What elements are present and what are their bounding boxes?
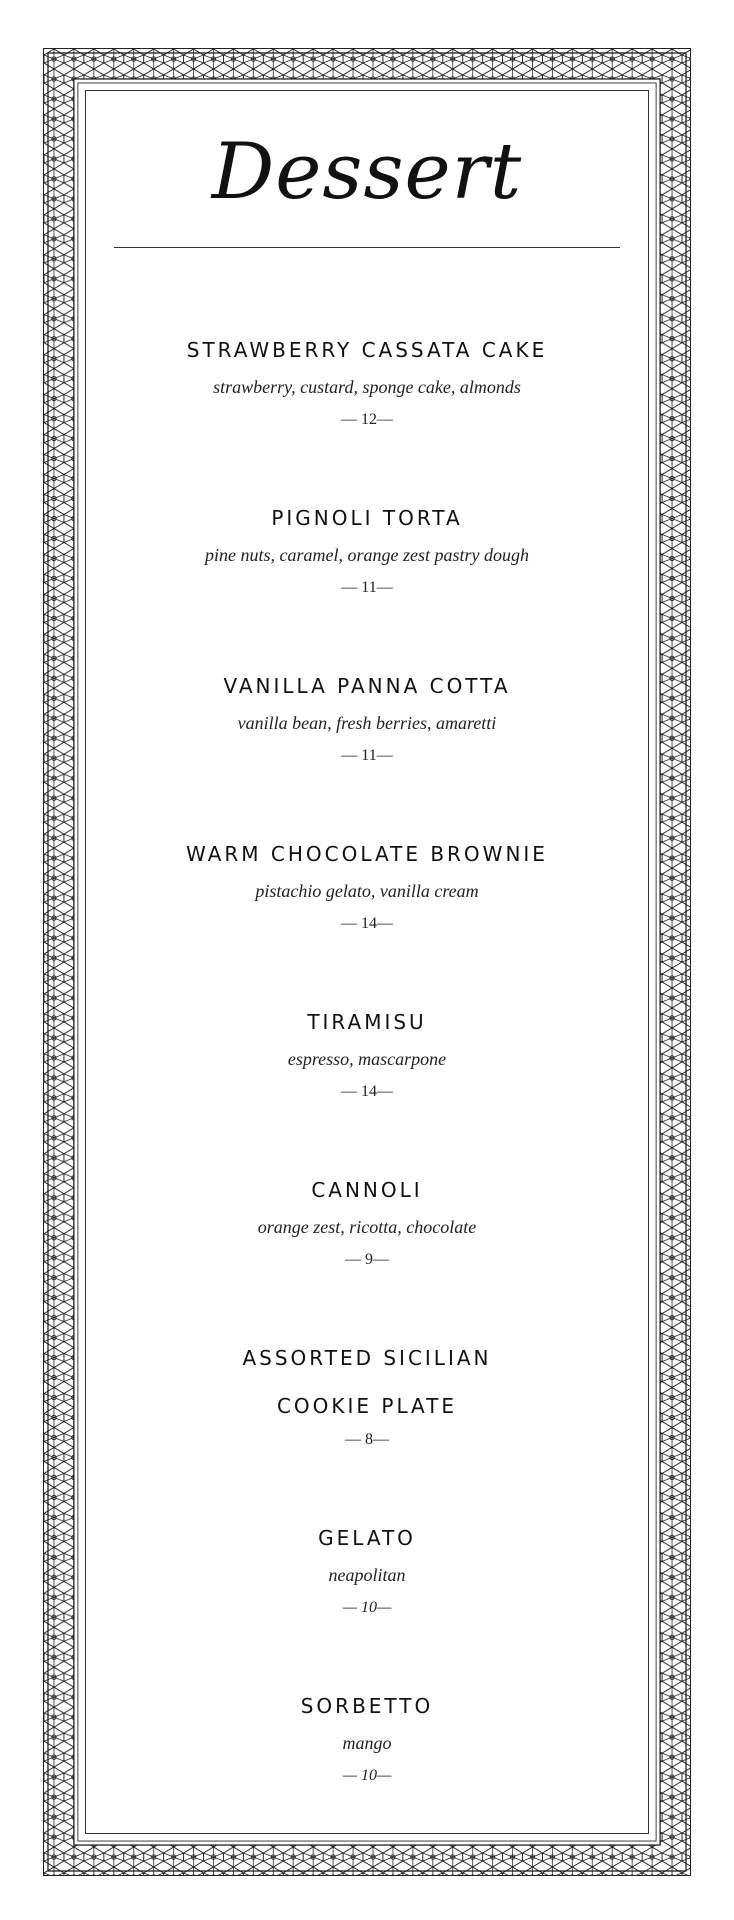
item-name: STRAWBERRY CASSATA CAKE bbox=[186, 338, 548, 362]
item-name: SORBETTO bbox=[300, 1694, 434, 1718]
menu-item bbox=[86, 1334, 648, 1450]
menu-item bbox=[86, 506, 648, 598]
menu-item bbox=[86, 1526, 648, 1618]
item-description: espresso, mascarpone bbox=[287, 1049, 447, 1069]
item-description: vanilla bean, fresh berries, amaretti bbox=[237, 713, 497, 733]
item-price: — 14— bbox=[341, 915, 393, 932]
item-price: — 9— bbox=[345, 1251, 389, 1268]
menu-item bbox=[86, 842, 648, 934]
item-description: strawberry, custard, sponge cake, almonds bbox=[213, 377, 521, 397]
menu-item bbox=[86, 1178, 648, 1270]
item-name: TIRAMISU bbox=[307, 1010, 427, 1034]
item-description: mango bbox=[342, 1733, 392, 1753]
menu-title: Dessert bbox=[211, 127, 523, 217]
item-price: — 14— bbox=[341, 1083, 393, 1100]
item-name: WARM CHOCOLATE BROWNIE bbox=[186, 842, 548, 866]
item-price: — 10— bbox=[342, 1767, 392, 1784]
item-price: — 10— bbox=[342, 1599, 392, 1616]
item-description: pistachio gelato, vanilla cream bbox=[255, 881, 479, 901]
item-name: CANNOLI bbox=[311, 1178, 423, 1202]
menu-item bbox=[86, 1010, 648, 1102]
item-price: — 11— bbox=[341, 747, 393, 764]
item-price: — 11— bbox=[341, 579, 393, 596]
title-divider bbox=[114, 247, 620, 248]
menu-item bbox=[86, 674, 648, 766]
item-name bbox=[86, 1334, 648, 1430]
menu-panel bbox=[85, 90, 649, 1834]
item-name: GELATO bbox=[318, 1526, 416, 1550]
menu-card bbox=[43, 48, 691, 1876]
item-name: VANILLA PANNA COTTA bbox=[223, 674, 511, 698]
menu-item bbox=[86, 1694, 648, 1786]
item-price: — 8— bbox=[345, 1431, 389, 1448]
menu-item bbox=[86, 338, 648, 430]
item-name-line: COOKIE PLATE bbox=[276, 1394, 458, 1418]
item-description: neapolitan bbox=[328, 1565, 406, 1585]
menu-items bbox=[86, 338, 648, 1786]
item-name: PIGNOLI TORTA bbox=[271, 506, 463, 530]
item-description: pine nuts, caramel, orange zest pastry dough bbox=[205, 545, 529, 565]
item-description: orange zest, ricotta, chocolate bbox=[257, 1217, 477, 1237]
item-price: — 12— bbox=[341, 411, 393, 428]
item-name-line: ASSORTED SICILIAN bbox=[242, 1346, 492, 1370]
